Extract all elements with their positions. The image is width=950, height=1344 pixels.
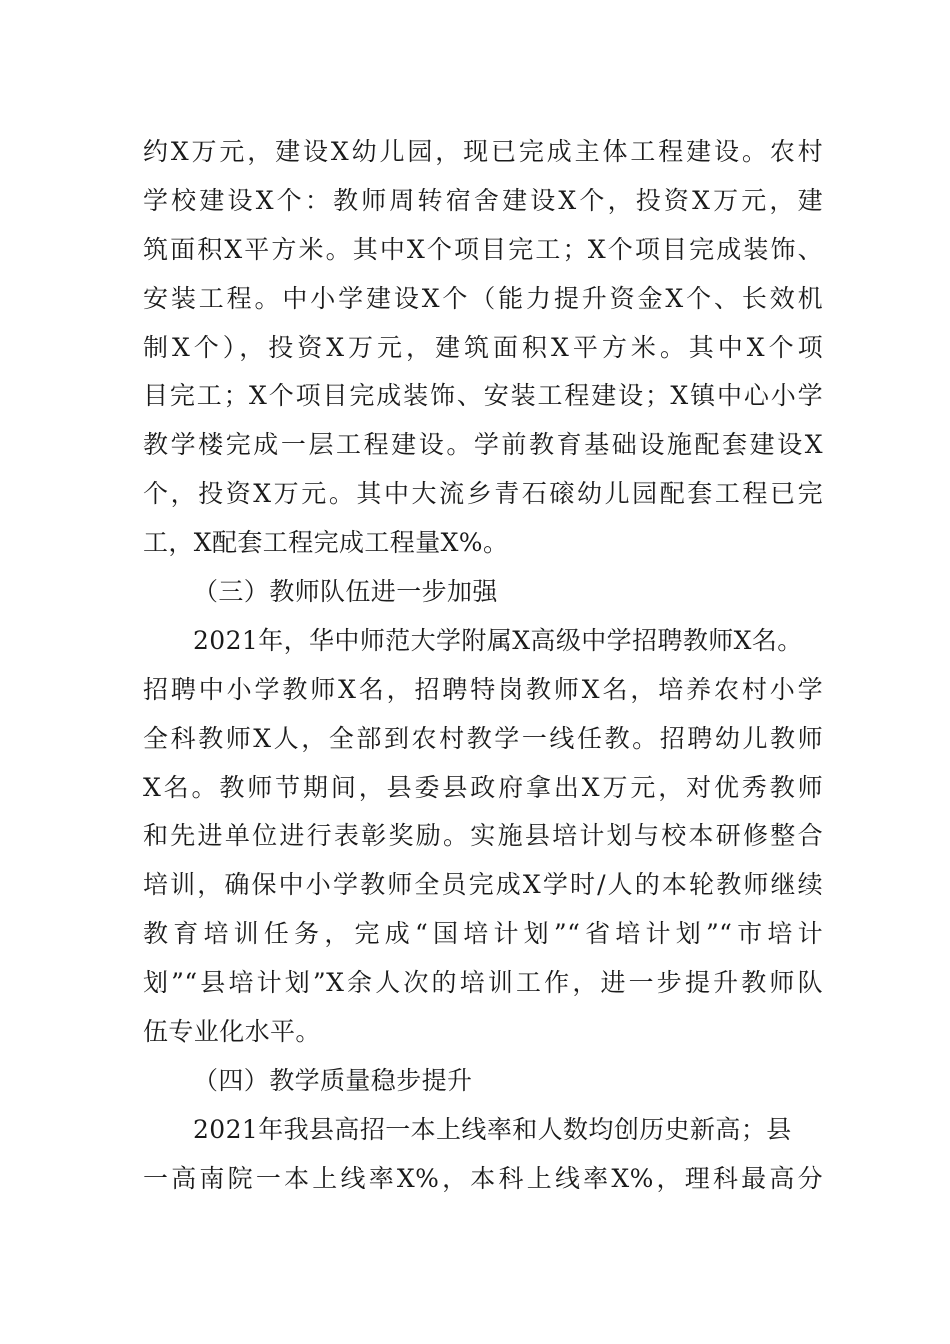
body-line-2: 学校建设X个：教师周转宿舍建设X个，投资X万元，建 (143, 185, 823, 215)
body-line-18: 划”“县培计划”X余人次的培训工作，进一步提升教师队 (143, 968, 823, 998)
body-line-19: 伍专业化水平。 (143, 1017, 321, 1047)
paragraph-first-line: 2021年我县高招一本上线率和人数均创历史新高；县 (193, 1114, 792, 1144)
body-line-3: 筑面积X平方米。其中X个项目完工；X个项目完成装饰、 (143, 234, 823, 264)
body-line-5: 制X个），投资X万元，建筑面积X平方米。其中X个项 (143, 332, 823, 362)
section-heading-4: （四）教学质量稳步提升 (193, 1065, 473, 1095)
body-line-12: 招聘中小学教师X名，招聘特岗教师X名，培养农村小学 (143, 674, 823, 704)
document-body (143, 128, 823, 1204)
body-line-7: 教学楼完成一层工程建设。学前教育基础设施配套建设X (143, 430, 823, 460)
body-line-16: 培训，确保中小学教师全员完成X学时/人的本轮教师继续 (143, 870, 823, 900)
body-line-14: X名。教师节期间，县委县政府拿出X万元，对优秀教师 (143, 772, 823, 802)
body-line-22: 一高南院一本上线率X%，本科上线率X%，理科最高分 (143, 1163, 823, 1193)
section-heading-3: （三）教师队伍进一步加强 (193, 577, 498, 607)
body-line-13: 全科教师X人，全部到农村教学一线任教。招聘幼儿教师 (143, 723, 823, 753)
body-line-6: 目完工；X个项目完成装饰、安装工程建设；X镇中心小学 (143, 381, 823, 411)
body-line-17: 教育培训任务，完成“国培计划”“省培计划”“市培计 (143, 919, 823, 949)
paragraph-first-line: 2021年，华中师范大学附属X高级中学招聘教师X名。 (193, 625, 803, 655)
body-line-15: 和先进单位进行表彰奖励。实施县培计划与校本研修整合 (143, 821, 823, 851)
body-line-9: 工，X配套工程完成工程量X%。 (143, 528, 509, 558)
body-line-4: 安装工程。中小学建设X个（能力提升资金X个、长效机 (143, 283, 823, 313)
body-line-1: 约X万元，建设X幼儿园，现已完成主体工程建设。农村 (143, 137, 823, 166)
body-line-8: 个，投资X万元。其中大流乡青石磙幼儿园配套工程已完 (143, 479, 823, 509)
